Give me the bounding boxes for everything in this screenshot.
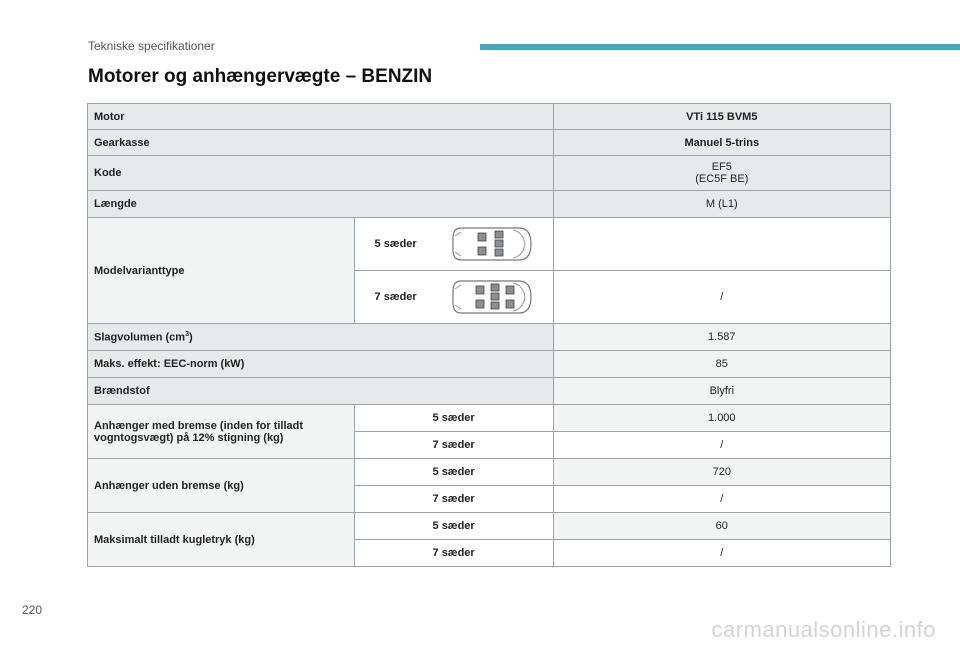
anhaenger-uden-7-seats: 7 sæder	[354, 486, 553, 513]
table-row	[88, 459, 891, 486]
row-label-effekt: Maks. effekt: EEC-norm (kW)	[88, 351, 554, 378]
modelvariant-7-seats	[354, 271, 553, 324]
van-7-seats-icon	[451, 279, 533, 315]
row-label-anhaenger-med-bremse: Anhænger med bremse (inden for tilladt vogntogsvægt) på 12% stigning (kg)	[88, 405, 355, 459]
slagvolumen-label-text: Slagvolumen (cm	[94, 331, 186, 344]
row-label-laengde: Længde	[88, 191, 554, 218]
value-braendstof: Blyfri	[553, 378, 890, 405]
value-laengde: M (L1)	[553, 191, 890, 218]
value-modelvariant-7: /	[553, 271, 890, 324]
row-label-braendstof: Brændstof	[88, 378, 554, 405]
value-gearkasse: Manuel 5-trins	[553, 130, 890, 156]
van-5-seats-icon	[451, 226, 533, 262]
table-row	[88, 378, 891, 405]
row-label-slagvolumen	[88, 324, 554, 351]
engine-spec-table	[87, 103, 891, 567]
table-row	[88, 130, 891, 156]
table-row	[88, 513, 891, 540]
anhaenger-med-7-seats: 7 sæder	[354, 432, 553, 459]
table-row	[88, 324, 891, 351]
watermark: carmanualsonline.info	[711, 617, 936, 642]
value-motor: VTi 115 BVM5	[553, 104, 890, 130]
section-label: Tekniske specifikationer	[88, 39, 215, 53]
anhaenger-uden-5-seats: 5 sæder	[354, 459, 553, 486]
value-kugletryk-7: /	[553, 540, 890, 567]
row-label-kode: Kode	[88, 156, 554, 191]
page-title: Motorer og anhængervægte – BENZIN	[88, 66, 433, 87]
value-anhaenger-med-5: 1.000	[553, 405, 890, 432]
slagvolumen-label-end: )	[188, 331, 193, 344]
value-modelvariant-5	[553, 218, 890, 271]
header-accent-bar	[480, 44, 960, 50]
row-label-modelvariant: Modelvarianttype	[88, 218, 355, 324]
row-label-motor: Motor	[88, 104, 554, 130]
value-anhaenger-uden-5: 720	[553, 459, 890, 486]
value-kode-line2: (EC5F BE)	[695, 173, 749, 185]
row-label-kugletryk: Maksimalt tilladt kugletryk (kg)	[88, 513, 355, 567]
table-row	[88, 405, 891, 432]
table-row	[88, 104, 891, 130]
value-anhaenger-med-7: /	[553, 432, 890, 459]
value-kugletryk-5: 60	[553, 513, 890, 540]
anhaenger-med-5-seats: 5 sæder	[354, 405, 553, 432]
table-row	[88, 156, 891, 191]
table-row	[88, 218, 891, 271]
slagvolumen-superscript: 3	[185, 330, 189, 338]
value-slagvolumen: 1.587	[553, 324, 890, 351]
kugletryk-5-seats: 5 sæder	[354, 513, 553, 540]
row-label-gearkasse: Gearkasse	[88, 130, 554, 156]
value-effekt: 85	[553, 351, 890, 378]
table-row	[88, 191, 891, 218]
table-row	[88, 351, 891, 378]
row-label-anhaenger-uden-bremse: Anhænger uden bremse (kg)	[88, 459, 355, 513]
modelvariant-5-seats	[354, 218, 553, 271]
kugletryk-7-seats: 7 sæder	[354, 540, 553, 567]
seats-7-label: 7 sæder	[374, 291, 417, 303]
value-anhaenger-uden-7: /	[553, 486, 890, 513]
page-number: 220	[22, 603, 43, 617]
value-kode-line1: EF5	[711, 161, 732, 173]
seats-5-label: 5 sæder	[374, 238, 417, 250]
value-kode	[553, 156, 890, 191]
